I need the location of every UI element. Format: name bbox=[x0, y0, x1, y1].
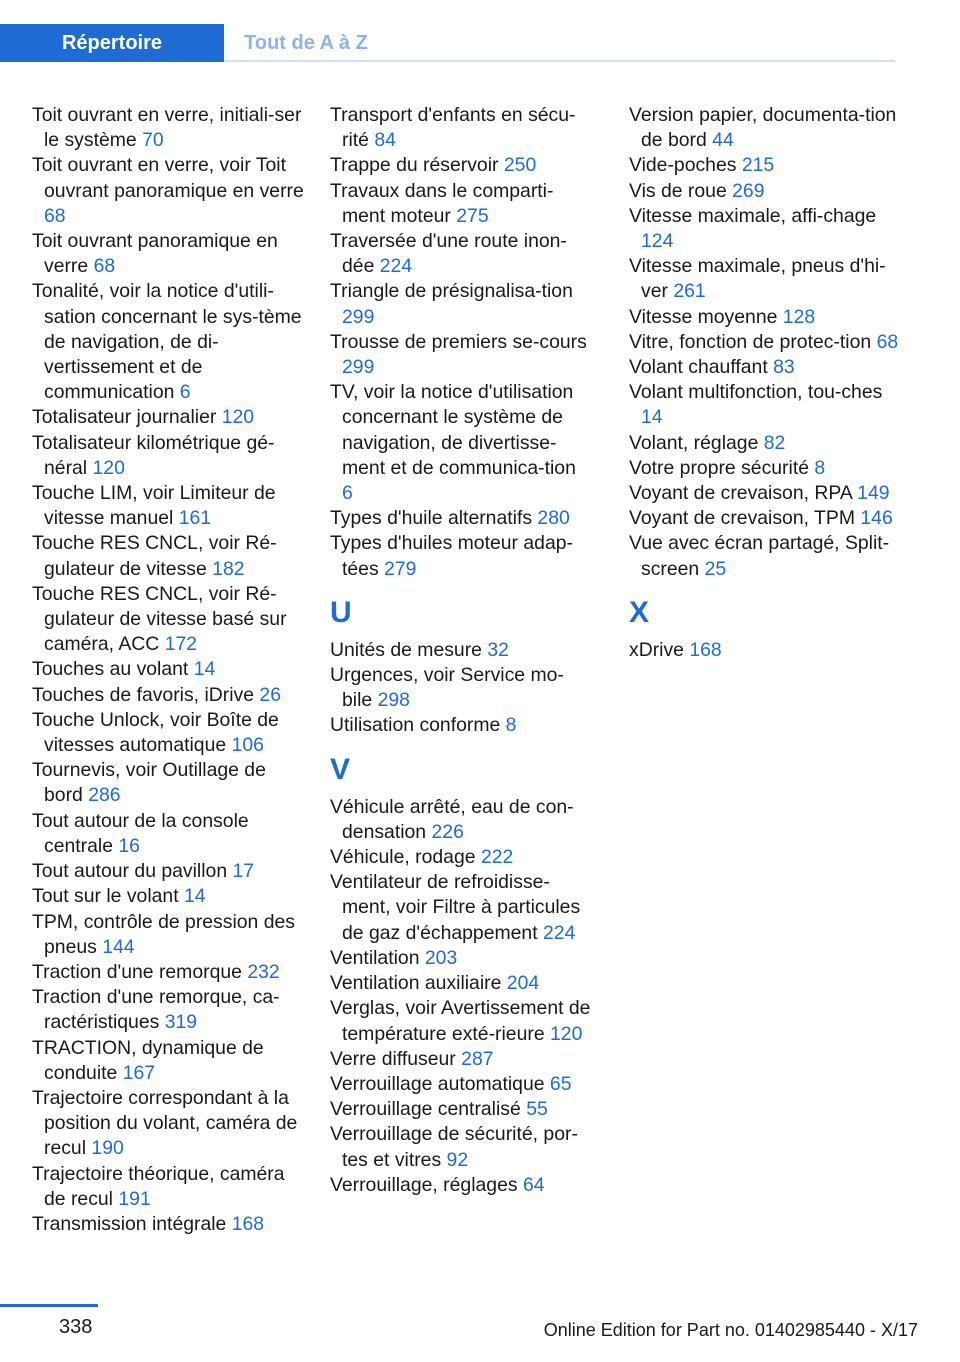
index-term: Tout sur le volant bbox=[32, 885, 179, 908]
page-reference-link[interactable]: 68 bbox=[876, 330, 899, 353]
index-entry bbox=[32, 582, 304, 658]
index-term: Types d'huiles moteur adap‐tées bbox=[330, 532, 573, 580]
index-term: Volant multifonction, tou‐ches bbox=[629, 381, 883, 404]
index-entry bbox=[330, 1097, 592, 1122]
tab-tout-de-a-a-z[interactable]: Tout de A à Z bbox=[224, 24, 388, 62]
index-entry bbox=[330, 996, 592, 1046]
index-term: Trajectoire correspondant à la position du volant, caméra de recul bbox=[32, 1086, 298, 1160]
index-entry bbox=[32, 910, 304, 960]
index-entry bbox=[629, 355, 901, 380]
index-term: Trajectoire théorique, caméra de recul bbox=[32, 1162, 285, 1210]
page-reference-link[interactable]: 226 bbox=[431, 820, 464, 843]
page-reference-link[interactable]: 168 bbox=[231, 1212, 265, 1235]
index-term: Vis de roue bbox=[629, 179, 727, 202]
page-reference-link[interactable]: 149 bbox=[857, 482, 890, 505]
index-entry bbox=[330, 1173, 592, 1198]
index-entry bbox=[32, 153, 304, 229]
index-term: Vue avec écran partagé, Split-screen bbox=[629, 532, 890, 580]
index-entry bbox=[629, 103, 901, 153]
index-entry bbox=[330, 1122, 592, 1172]
index-term: Vitesse maximale, pneus d'hi‐ver bbox=[629, 255, 886, 303]
index-term: Verrouillage de sécurité, por‐tes et vitres bbox=[330, 1123, 578, 1171]
index-term: TPM, contrôle de pression des pneus bbox=[32, 910, 295, 958]
page-reference-link[interactable]: 204 bbox=[506, 972, 540, 995]
page-reference-link[interactable]: 65 bbox=[549, 1072, 572, 1095]
page-reference-link[interactable]: 55 bbox=[526, 1098, 548, 1121]
index-letter-heading: X bbox=[629, 595, 650, 629]
index-letter-heading: V bbox=[330, 752, 351, 786]
index-entry bbox=[32, 405, 304, 430]
page-reference-link[interactable]: 14 bbox=[641, 406, 663, 429]
index-entry bbox=[32, 758, 304, 808]
index-column-3 bbox=[629, 103, 901, 663]
page-reference-link[interactable]: 8 bbox=[814, 456, 826, 479]
page-reference-link[interactable]: 128 bbox=[782, 305, 816, 328]
page-reference-link[interactable]: 64 bbox=[522, 1173, 545, 1196]
index-term: Version papier, documenta‐tion de bord bbox=[629, 104, 897, 152]
page-reference-link[interactable]: 299 bbox=[342, 305, 375, 328]
index-entry bbox=[629, 506, 901, 531]
page-reference-link[interactable]: 146 bbox=[860, 507, 893, 530]
index-term: Verrouillage, réglages bbox=[330, 1173, 518, 1196]
index-entry bbox=[32, 1212, 304, 1237]
index-column-2 bbox=[330, 103, 592, 1198]
page-reference-link[interactable]: 70 bbox=[142, 129, 164, 152]
page-reference-link[interactable]: 299 bbox=[342, 356, 375, 379]
index-term: Triangle de présignalisa‐tion bbox=[330, 280, 573, 303]
footer-rule bbox=[0, 1304, 98, 1307]
index-term: Touches au volant bbox=[32, 658, 189, 681]
index-entry bbox=[629, 380, 901, 430]
index-entry bbox=[330, 971, 592, 996]
page-reference-link[interactable]: 168 bbox=[689, 638, 722, 661]
index-term: Trousse de premiers se‐cours bbox=[330, 330, 587, 353]
index-term: Vide-poches bbox=[629, 154, 737, 177]
index-term: Verglas, voir Avertissement de température exté‐rieure bbox=[330, 997, 591, 1045]
index-entry bbox=[330, 663, 592, 713]
index-entry bbox=[330, 795, 592, 845]
index-term: Traversée d'une route inon‐dée bbox=[330, 230, 567, 278]
index-term: Vitre, fonction de protec‐tion bbox=[629, 330, 872, 353]
index-term: Tonalité, voir la notice d'utili‐sation concernant le sys‐tème de navigation, de di‐vertissement et de communication bbox=[32, 280, 302, 404]
index-entry bbox=[32, 229, 304, 279]
tab-repertoire[interactable]: Répertoire bbox=[0, 24, 224, 62]
index-entry bbox=[32, 431, 304, 481]
index-entry bbox=[330, 1072, 592, 1097]
index-entry bbox=[330, 845, 592, 870]
index-entry bbox=[32, 657, 304, 682]
page-reference-link[interactable]: 14 bbox=[183, 885, 206, 908]
index-term: Unités de mesure bbox=[330, 638, 482, 661]
index-term: Totalisateur kilométrique gé‐néral bbox=[32, 431, 275, 479]
page-reference-link[interactable]: 269 bbox=[732, 179, 765, 202]
index-entry bbox=[330, 103, 592, 153]
index-term: Traction d'une remorque bbox=[32, 960, 242, 983]
page-reference-link[interactable]: 83 bbox=[773, 356, 795, 379]
index-entry bbox=[330, 1047, 592, 1072]
index-term: xDrive bbox=[629, 638, 684, 661]
page-reference-link[interactable]: 144 bbox=[102, 935, 135, 958]
index-entry bbox=[32, 531, 304, 581]
page-reference-link[interactable]: 215 bbox=[741, 154, 775, 177]
page-reference-link[interactable]: 224 bbox=[543, 921, 576, 944]
index-entry bbox=[629, 305, 901, 330]
index-entry bbox=[32, 1036, 304, 1086]
index-term: Touche RES CNCL, voir Ré‐gulateur de vitesse basé sur caméra, ACC bbox=[32, 582, 287, 656]
index-entry bbox=[330, 330, 592, 380]
index-entry bbox=[629, 638, 901, 663]
index-term: Tournevis, voir Outillage de bord bbox=[32, 759, 266, 807]
index-term: Votre propre sécurité bbox=[629, 456, 809, 479]
index-term: Ventilateur de refroidisse‐ment, voir Filtre à particules de gaz d'échappement bbox=[330, 871, 581, 944]
page-reference-link[interactable]: 224 bbox=[379, 255, 413, 278]
page-reference-link[interactable]: 106 bbox=[231, 734, 264, 757]
index-entry bbox=[330, 179, 592, 229]
index-term: Voyant de crevaison, TPM bbox=[629, 507, 855, 530]
index-entry bbox=[330, 279, 592, 329]
index-term: Ventilation auxiliaire bbox=[330, 972, 502, 995]
page-reference-link[interactable]: 82 bbox=[763, 431, 786, 454]
index-term: TV, voir la notice d'utilisation concernant le système de navigation, de divertisse‐ment et de communica‐tion bbox=[330, 381, 576, 479]
index-term: TRACTION, dynamique de conduite bbox=[32, 1036, 264, 1084]
page-number: 338 bbox=[59, 1316, 93, 1338]
index-entry bbox=[330, 870, 592, 946]
page-reference-link[interactable]: 167 bbox=[122, 1061, 156, 1084]
page-reference-link[interactable]: 26 bbox=[259, 683, 281, 706]
index-term: Urgences, voir Service mo‐bile bbox=[330, 664, 564, 712]
index-entry bbox=[32, 809, 304, 859]
page-reference-link[interactable]: 68 bbox=[44, 204, 66, 227]
index-entry bbox=[32, 859, 304, 884]
page-reference-link[interactable]: 287 bbox=[461, 1047, 494, 1070]
index-entry bbox=[629, 330, 901, 355]
page-reference-link[interactable]: 84 bbox=[374, 129, 396, 152]
index-term: Toit ouvrant panoramique en verre bbox=[32, 230, 278, 278]
index-entry bbox=[32, 708, 304, 758]
page-reference-link[interactable]: 120 bbox=[221, 406, 255, 429]
index-entry bbox=[32, 985, 304, 1035]
page-reference-link[interactable]: 17 bbox=[232, 860, 255, 883]
index-term: Traction d'une remorque, ca‐ractéristiques bbox=[32, 986, 280, 1034]
index-entry bbox=[32, 103, 304, 153]
index-entry bbox=[629, 481, 901, 506]
page-reference-link[interactable]: 120 bbox=[550, 1022, 583, 1045]
index-entry bbox=[330, 506, 592, 531]
index-term: Voyant de crevaison, RPA bbox=[629, 482, 852, 505]
index-entry bbox=[32, 884, 304, 909]
page-reference-link[interactable]: 92 bbox=[446, 1148, 469, 1171]
index-entry bbox=[330, 713, 592, 738]
index-term: Travaux dans le comparti‐ment moteur bbox=[330, 179, 554, 227]
page-reference-link[interactable]: 191 bbox=[118, 1187, 151, 1210]
index-term: Utilisation conforme bbox=[330, 714, 501, 737]
page-reference-link[interactable]: 182 bbox=[212, 557, 245, 580]
index-entry bbox=[330, 380, 592, 506]
index-entry bbox=[629, 179, 901, 204]
index-entry bbox=[32, 279, 304, 405]
index-term: Volant, réglage bbox=[629, 431, 759, 454]
page-reference-link[interactable]: 172 bbox=[164, 633, 198, 656]
index-entry bbox=[629, 431, 901, 456]
page-reference-link[interactable]: 8 bbox=[505, 714, 517, 737]
index-entry bbox=[629, 153, 901, 178]
index-entry bbox=[330, 638, 592, 663]
index-term: Transport d'enfants en sécu‐rité bbox=[330, 104, 576, 152]
page-reference-link[interactable]: 161 bbox=[178, 507, 212, 530]
page-reference-link[interactable]: 222 bbox=[480, 846, 514, 869]
index-term: Touche Unlock, voir Boîte de vitesses automatique bbox=[32, 708, 279, 757]
index-term: Touches de favoris, iDrive bbox=[32, 683, 255, 706]
tab-bar bbox=[0, 0, 895, 62]
index-column-1 bbox=[32, 103, 304, 1237]
page-reference-link[interactable]: 25 bbox=[704, 557, 727, 580]
index-entry bbox=[629, 204, 901, 254]
page-reference-link[interactable]: 319 bbox=[164, 1011, 198, 1034]
index-entry bbox=[330, 229, 592, 279]
index-term: Verre diffuseur bbox=[330, 1047, 456, 1070]
page-reference-link[interactable]: 6 bbox=[179, 381, 191, 404]
index-term: Types d'huile alternatifs bbox=[330, 507, 533, 530]
index-entry bbox=[629, 456, 901, 481]
index-entry bbox=[32, 481, 304, 531]
index-term: Touche LIM, voir Limiteur de vitesse manuel bbox=[32, 482, 276, 530]
index-letter-heading: U bbox=[330, 595, 352, 629]
index-entry bbox=[629, 254, 901, 304]
page-reference-link[interactable]: 32 bbox=[487, 638, 509, 661]
page-reference-link[interactable]: 280 bbox=[537, 507, 570, 530]
page-reference-link[interactable]: 203 bbox=[424, 946, 458, 969]
page-reference-link[interactable]: 261 bbox=[673, 280, 706, 303]
index-entry bbox=[629, 531, 901, 581]
page-reference-link[interactable]: 44 bbox=[712, 129, 734, 152]
index-term: Verrouillage automatique bbox=[330, 1072, 545, 1095]
page-reference-link[interactable]: 279 bbox=[384, 557, 417, 580]
index-entry bbox=[32, 960, 304, 985]
page-reference-link[interactable]: 190 bbox=[91, 1137, 124, 1160]
page-reference-link[interactable]: 124 bbox=[641, 230, 674, 253]
edition-note: Online Edition for Part no. 01402985440 - X/17 bbox=[543, 1320, 918, 1340]
index-entry bbox=[330, 153, 592, 178]
page-reference-link[interactable]: 68 bbox=[93, 255, 116, 278]
page-reference-link[interactable]: 120 bbox=[92, 456, 125, 479]
page-reference-link[interactable]: 6 bbox=[342, 482, 353, 505]
page-reference-link[interactable]: 298 bbox=[377, 689, 410, 712]
index-term: Toit ouvrant en verre, voir Toit ouvrant panoramique en verre bbox=[32, 154, 304, 202]
page-reference-link[interactable]: 275 bbox=[456, 204, 489, 227]
index-term: Trappe du réservoir bbox=[330, 154, 499, 177]
index-term: Vitesse moyenne bbox=[629, 305, 778, 328]
index-term: Tout autour du pavillon bbox=[32, 860, 228, 883]
index-term: Transmission intégrale bbox=[32, 1212, 227, 1235]
index-term: Touche RES CNCL, voir Ré‐gulateur de vitesse bbox=[32, 532, 277, 580]
page-reference-link[interactable]: 16 bbox=[118, 834, 140, 857]
page-reference-link[interactable]: 286 bbox=[88, 784, 121, 807]
page-reference-link[interactable]: 14 bbox=[193, 658, 216, 681]
page-reference-link[interactable]: 250 bbox=[503, 154, 537, 177]
index-entry bbox=[32, 683, 304, 708]
page-reference-link[interactable]: 232 bbox=[247, 960, 280, 983]
index-entry bbox=[32, 1162, 304, 1212]
index-entry bbox=[330, 531, 592, 581]
index-term: Véhicule arrêté, eau de con‐densation bbox=[330, 795, 574, 843]
index-term: Vitesse maximale, affi‐chage bbox=[629, 204, 877, 227]
index-entry bbox=[330, 946, 592, 971]
index-term: Ventilation bbox=[330, 946, 420, 969]
index-term: Volant chauffant bbox=[629, 356, 768, 379]
index-term: Tout autour de la console centrale bbox=[32, 809, 249, 857]
tab-divider bbox=[224, 60, 895, 62]
index-term: Véhicule, rodage bbox=[330, 846, 476, 869]
index-term: Verrouillage centralisé bbox=[330, 1098, 521, 1121]
index-term: Totalisateur journalier bbox=[32, 406, 217, 429]
index-term: Toit ouvrant en verre, initiali‐ser le système bbox=[32, 104, 302, 152]
index-entry bbox=[32, 1086, 304, 1162]
